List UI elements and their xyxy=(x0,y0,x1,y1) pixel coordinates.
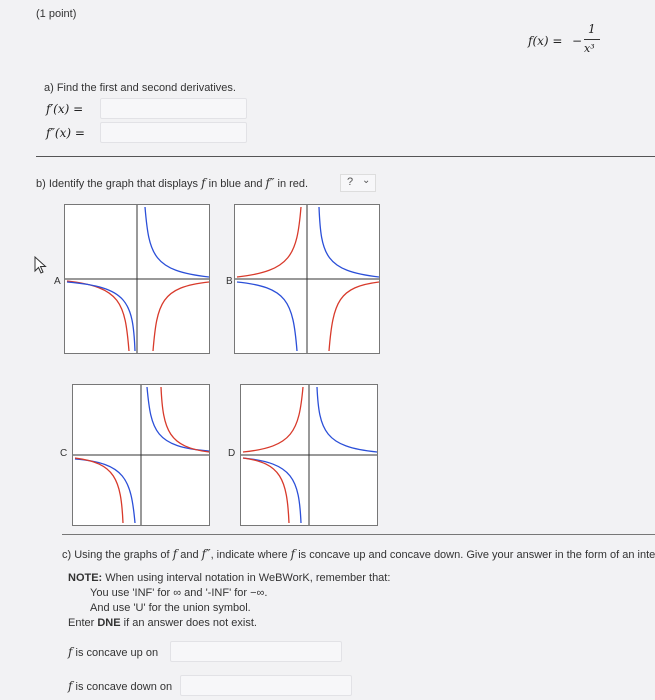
select-value: ? xyxy=(347,176,354,188)
chevron-down-icon: ⌄ xyxy=(362,175,371,186)
function-sign: − xyxy=(572,34,583,48)
part-b-prompt-end: in red. xyxy=(277,178,309,190)
graph-c-label: C xyxy=(60,448,68,459)
concave-up-label xyxy=(68,645,158,659)
note-line-3: And use 'U' for the union symbol. xyxy=(90,602,251,614)
fdoubleprime-input[interactable] xyxy=(100,122,247,143)
concave-down-input[interactable] xyxy=(180,675,352,696)
function-lhs: f(x) = xyxy=(528,34,563,48)
graph-c[interactable] xyxy=(72,384,210,526)
mouse-cursor-icon xyxy=(34,256,48,279)
part-c-prompt xyxy=(62,547,655,561)
fdoubleprime-label: f″(x) = xyxy=(46,126,85,140)
concave-down-f: f xyxy=(68,679,73,693)
concave-up-f: f xyxy=(68,645,73,659)
graph-select-dropdown[interactable] xyxy=(340,174,376,192)
part-c-f: f xyxy=(172,547,178,561)
divider xyxy=(36,156,655,157)
part-c-and: and xyxy=(180,549,199,561)
concave-down-label xyxy=(68,679,172,693)
divider-c xyxy=(62,534,655,535)
part-b-prompt-mid: in blue and xyxy=(208,178,263,190)
part-c-prompt-start: c) Using the graphs of xyxy=(62,549,170,561)
note-line-4-pre: Enter xyxy=(68,617,95,629)
note-label: NOTE: xyxy=(68,572,103,584)
graph-b[interactable] xyxy=(234,204,380,354)
part-b-f: f xyxy=(201,176,206,190)
graph-a-label: A xyxy=(54,276,61,287)
function-numerator: 1 xyxy=(588,22,596,36)
function-denominator: x³ xyxy=(584,42,595,55)
part-b-prompt-start: b) Identify the graph that displays xyxy=(36,178,199,190)
graph-d[interactable] xyxy=(240,384,378,526)
points-label: (1 point) xyxy=(36,8,77,20)
graph-d-label: D xyxy=(228,448,236,459)
concave-down-text: is concave down on xyxy=(75,681,173,693)
part-c-prompt-rest: , indicate where xyxy=(210,549,288,561)
part-b-fpp: f″ xyxy=(265,176,275,190)
fprime-label: f′(x) = xyxy=(46,102,84,116)
graph-a[interactable] xyxy=(64,204,210,354)
part-c-f2: f xyxy=(290,547,296,561)
note-line-1 xyxy=(68,572,390,584)
concave-up-text: is concave up on xyxy=(75,647,159,659)
note-line-2: You use 'INF' for ∞ and '-INF' for −∞. xyxy=(90,587,268,599)
note-dne: DNE xyxy=(97,617,121,629)
note-line-4-post: if an answer does not exist. xyxy=(123,617,257,629)
note-text: When using interval notation in WeBWorK, remember that: xyxy=(105,572,391,584)
graph-b-label: B xyxy=(226,276,233,287)
note-line-4 xyxy=(68,617,257,629)
concave-up-input[interactable] xyxy=(170,641,342,662)
part-a-prompt: a) Find the first and second derivatives. xyxy=(44,82,236,94)
part-b-prompt xyxy=(36,176,308,190)
fraction-bar xyxy=(584,39,600,40)
part-c-prompt-end: is concave up and concave down. Give your answer in the form of an inte xyxy=(298,549,655,561)
function-display xyxy=(528,22,608,62)
fprime-input[interactable] xyxy=(100,98,247,119)
part-c-fpp: f″ xyxy=(201,547,211,561)
